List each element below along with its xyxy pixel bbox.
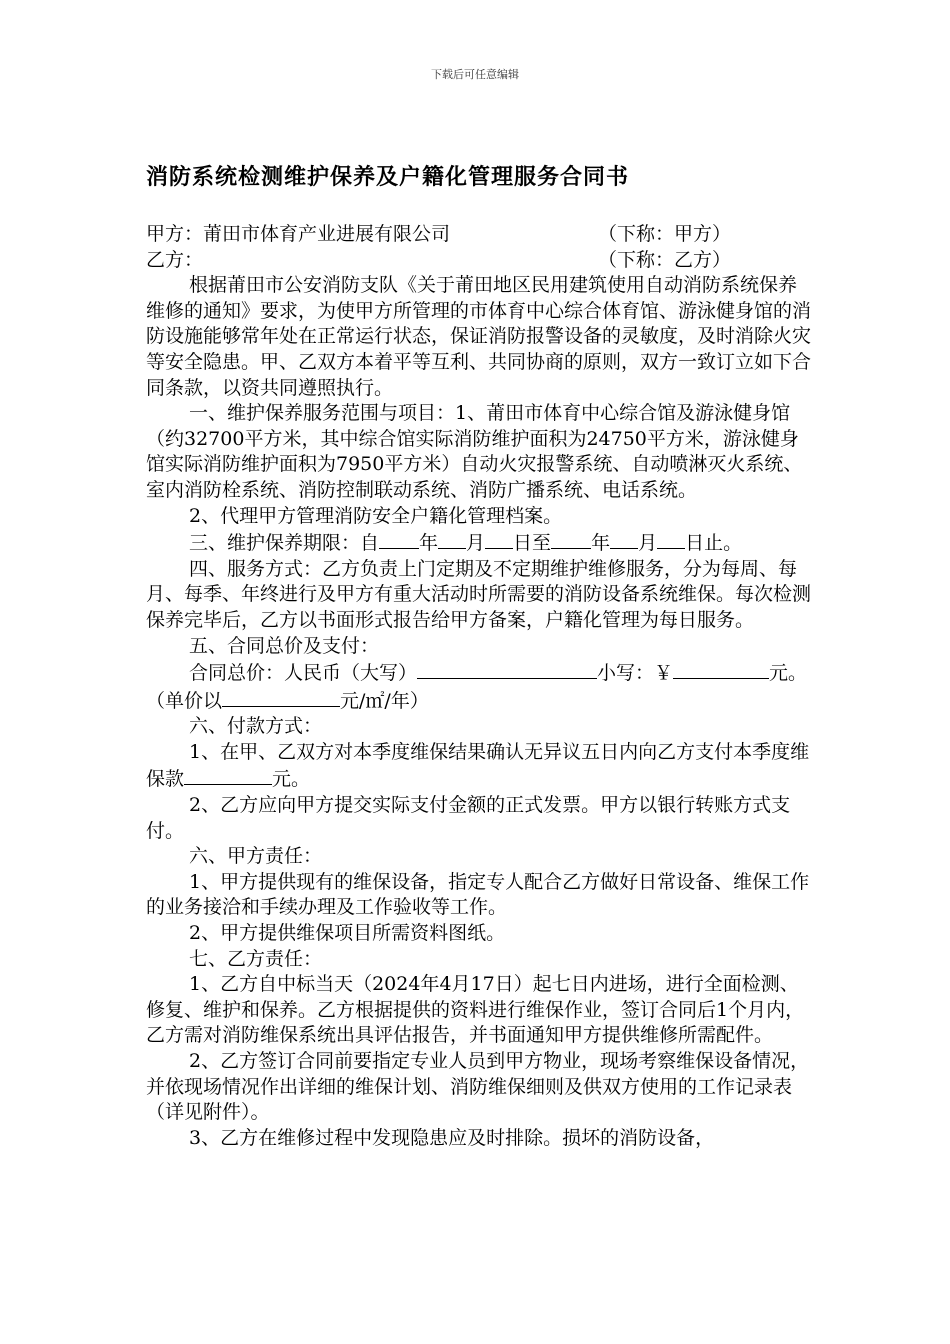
term-text: 日至 — [513, 532, 552, 555]
party-a-duty-1: 1、甲方提供现有的维保设备，指定专人配合乙方做好日常设备、维保工作的业务接洽和手续办理及工作验收等工作。 — [146, 870, 810, 919]
payment-item-2: 2、乙方应向甲方提交实际支付金额的正式发票。甲方以银行转账方式支付。 — [146, 794, 791, 842]
payment-text: 元。 — [272, 768, 311, 791]
total-text: 元。（单价以 — [146, 662, 808, 712]
party-b-duty-3: 3、乙方在维修过程中发现隐患应及时排除。损坏的消防设备， — [189, 1126, 715, 1149]
contract-total-line — [146, 659, 814, 714]
term-text: 日止。 — [685, 532, 743, 555]
section-3-term — [146, 529, 814, 557]
party-b-alias: （下称：乙方） — [598, 248, 732, 271]
total-text: 小写：￥ — [597, 662, 674, 685]
payment-item-1 — [146, 740, 814, 793]
document-title: 消防系统检测维护保养及户籍化管理服务合同书 — [146, 165, 630, 190]
total-uppercase-blank — [417, 659, 597, 679]
end-year-blank — [551, 529, 591, 549]
section-5-heading: 五、合同总价及支付： — [189, 634, 380, 657]
total-text: 元/㎡/年） — [340, 689, 429, 712]
contract-body — [146, 222, 814, 1151]
start-day-blank — [485, 529, 513, 549]
section-6-heading: 六、付款方式： — [189, 715, 323, 738]
end-month-blank — [610, 529, 638, 549]
section-1-item-2: 2、代理甲方管理消防安全户籍化管理档案。 — [189, 504, 563, 527]
party-a-label: 甲方：莆田市体育产业进展有限公司 — [146, 223, 451, 245]
party-b-label: 乙方： — [146, 248, 204, 271]
term-text: 年 — [591, 532, 611, 555]
total-amount-blank — [673, 659, 769, 679]
party-a-duty-2: 2、甲方提供维保项目所需资料图纸。 — [189, 922, 506, 945]
start-year-blank — [379, 529, 419, 549]
header-note: 下载后可任意编辑 — [431, 68, 519, 81]
term-text: 三、维护保养期限：自 — [189, 532, 380, 555]
end-day-blank — [657, 529, 685, 549]
section-4-service: 四、服务方式：乙方负责上门定期及不定期维护维修服务，分为每周、每月、每季、年终进行及甲方有重大活动时所需要的消防设备系统维保。每次检测保养完毕后，乙方以书面形式报告给甲方备案，户籍化管理为每日服务。 — [146, 557, 812, 631]
party-b-row — [146, 248, 814, 274]
total-text: 合同总价：人民币（大写） — [189, 662, 418, 685]
payment-text: 1、在甲、乙双方对本季度维保结果确认无异议五日内向乙方支付本季度维保款 — [146, 740, 810, 791]
term-text: 年 — [419, 532, 439, 555]
party-a-duty-heading: 六、甲方责任： — [189, 845, 323, 868]
party-b-duty-2: 2、乙方签订合同前要指定专业人员到甲方物业，现场考察维保设备情况，并依现场情况作出详细的维保计划、消防维保细则及供双方使用的工作记录表（详见附件）。 — [146, 1050, 810, 1124]
unit-price-blank — [222, 687, 340, 707]
term-text: 月 — [638, 532, 658, 555]
party-b-duty-1: 1、乙方自中标当天（2024年4月17日）起七日内进场，进行全面检测、修复、维护和保养。乙方根据提供的资料进行维保作业，签订合同后1个月内，乙方需对消防维保系统出具评估报告，并书面通知甲方提供维修所需配件。 — [146, 973, 805, 1047]
party-a-alias: （下称：甲方） — [598, 223, 732, 245]
party-a-row — [146, 222, 814, 248]
section-1-scope: 一、维护保养服务范围与项目：1、莆田市体育中心综合馆及游泳健身馆（约32700平方米，其中综合馆实际消防维护面积为24750平方米，游泳健身馆实际消防维护面积为7950平方米）自动火灾报警系统、自动喷淋灭火系统、室内消防栓系统、消防控制联动系统、消防广播系统、电话系统。 — [146, 402, 803, 501]
start-month-blank — [438, 529, 466, 549]
term-text: 月 — [466, 532, 486, 555]
intro-paragraph: 根据莆田市公安消防支队《关于莆田地区民用建筑使用自动消防系统保养维修的通知》要求，为使甲方所管理的市体育中心综合体育馆、游泳健身馆的消防设施能够常年处在正常运行状态，保证消防报警设备的灵敏度，及时消除火灾等安全隐患。甲、乙双方本着平等互利、共同协商的原则，双方一致订立如下合同条款，以资共同遵照执行。 — [146, 274, 812, 399]
section-7-heading: 七、乙方责任： — [189, 947, 323, 970]
quarterly-payment-blank — [184, 765, 272, 785]
